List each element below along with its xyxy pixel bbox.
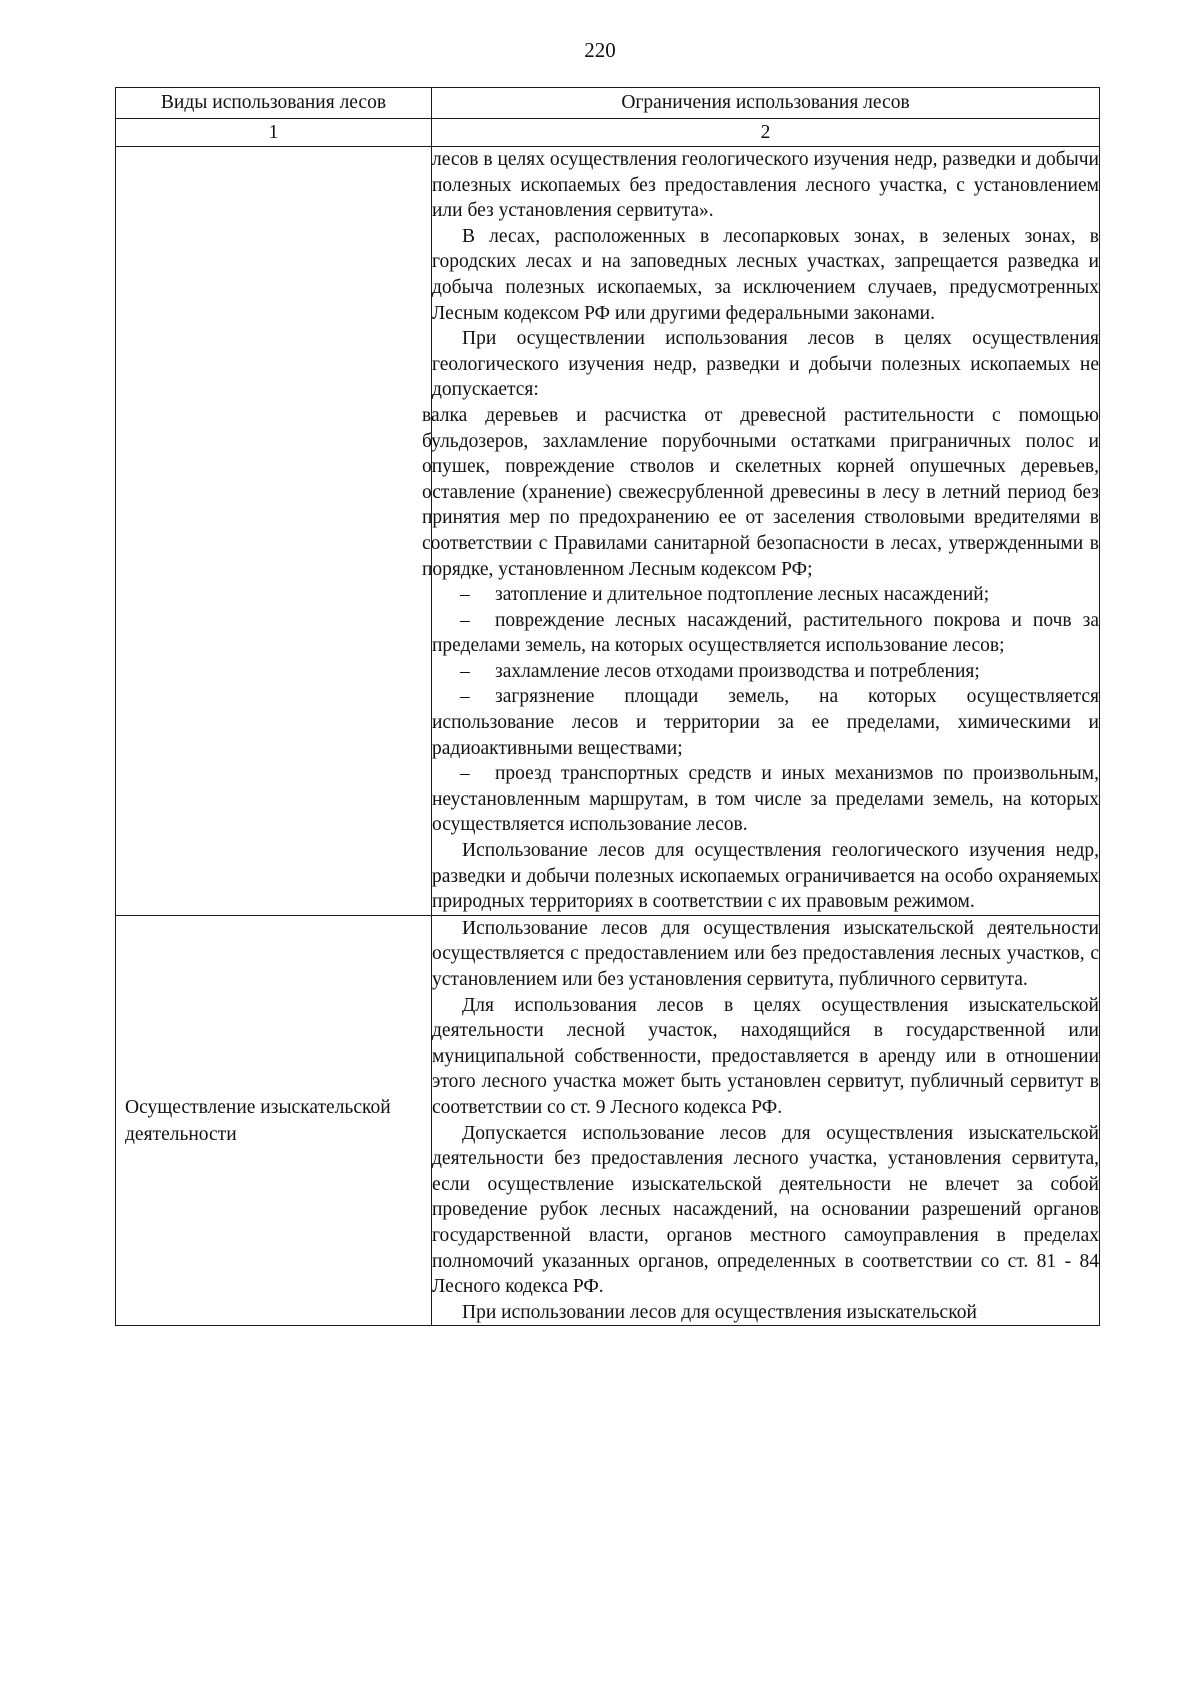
paragraph: При использовании лесов для осуществления изыскательской bbox=[462, 1301, 977, 1323]
list-item bbox=[432, 608, 1099, 659]
list-item bbox=[432, 582, 1099, 608]
paragraph: В лесах, расположенных в лесопарковых зонах, в зеленых зонах, в городских лесах и на заповедных лесных участках, запрещается разведка и добыча полезных ископаемых, за исключением случаев, предусмотренных Лесным кодексом РФ или другими федеральными законами. bbox=[432, 225, 1099, 324]
list-item-text: захламление лесов отходами производства и потребления; bbox=[495, 660, 980, 682]
forest-use-table bbox=[115, 87, 1100, 1326]
paragraph: Использование лесов для осуществления геологического изучения недр, разведки и добычи полезных ископаемых ограничивается на особо охраняемых природных территориях в соответствии с их правовым режимом. bbox=[432, 840, 1099, 913]
list-item-text: проезд транспортных средств и иных механизмов по произвольным, неустановленным маршрутам, в том числе за пределами земель, на которых осуществляется использование лесов. bbox=[432, 763, 1099, 836]
list-item-text: затопление и длительное подтопление лесных насаждений; bbox=[495, 584, 990, 606]
list-item bbox=[432, 761, 1099, 838]
list-item-text: загрязнение площади земель, на которых осуществляется использование лесов и территории за ее пределами, химическими и радиоактивными веществами; bbox=[432, 686, 1099, 759]
dash-marker: – bbox=[460, 584, 470, 606]
list-item-text: повреждение лесных насаждений, растительного покрова и почв за пределами земель, на которых осуществляется использование лесов; bbox=[432, 609, 1099, 657]
restrictions-cell bbox=[432, 915, 1100, 1326]
list-item bbox=[432, 684, 1099, 761]
dash-marker: – bbox=[460, 686, 470, 708]
usage-type-cell: Осуществление изыскательской деятельности bbox=[116, 915, 432, 1326]
table-header-row bbox=[116, 88, 1100, 119]
dash-marker: – bbox=[460, 609, 470, 631]
column-number-row bbox=[116, 119, 1100, 147]
column-header-usage-types: Виды использования лесов bbox=[116, 88, 432, 119]
usage-type-cell-empty bbox=[116, 147, 432, 916]
table-row bbox=[116, 147, 1100, 916]
paragraph: лесов в целях осуществления геологического изучения недр, разведки и добычи полезных ископаемых без предоставления лесного участка, с установлением или без установления сервитута». bbox=[432, 149, 1099, 222]
dash-marker: – bbox=[460, 660, 470, 682]
column-number-2: 2 bbox=[432, 119, 1100, 147]
paragraph: Использование лесов для осуществления изыскательской деятельности осуществляется с предоставлением или без предоставления лесных участков, с установлением или без установления сервитута, публичного сервитута. bbox=[432, 917, 1099, 990]
paragraph: Допускается использование лесов для осуществления изыскательской деятельности без предоставления лесного участка, установления сервитута, если осуществление изыскательской деятельности не влечет за собой проведение рубок лесных насаждений, на основании разрешений органов государственной власти, органов местного самоуправления в пределах полномочий указанных органов, определенных в соответствии со ст. 81 - 84 Лесного кодекса РФ. bbox=[432, 1122, 1099, 1298]
restrictions-cell bbox=[422, 147, 1100, 916]
paragraph: Для использования лесов в целях осуществления изыскательской деятельности лесной участок, находящийся в государственной или муниципальной собственности, предоставляется в аренду или в отношении этого лесного участка может быть установлен сервитут, публичный сервитут в соответствии со ст. 9 Лесного кодекса РФ. bbox=[432, 994, 1099, 1118]
paragraph: При осуществлении использования лесов в целях осуществления геологического изучения недр, разведки и добычи полезных ископаемых не допускается: bbox=[432, 328, 1099, 401]
list-item bbox=[432, 659, 1099, 685]
column-number-1: 1 bbox=[116, 119, 432, 147]
column-header-restrictions: Ограничения использования лесов bbox=[432, 88, 1100, 119]
table-row bbox=[116, 915, 1100, 1326]
paragraph: валка деревьев и расчистка от древесной растительности с помощью бульдозеров, захламление порубочными остатками приграничных полос и опушек, повреждение стволов и скелетных корней опушечных деревьев, оставление (хранение) свежесрубленной древесины в лесу в летний период без принятия мер по предохранению ее от заселения стволовыми вредителями в соответствии с Правилами санитарной безопасности в лесах, утвержденными в порядке, установленном Лесным кодексом РФ; bbox=[422, 404, 1099, 580]
dash-marker: – bbox=[460, 763, 470, 785]
page-number: 220 bbox=[584, 38, 616, 62]
